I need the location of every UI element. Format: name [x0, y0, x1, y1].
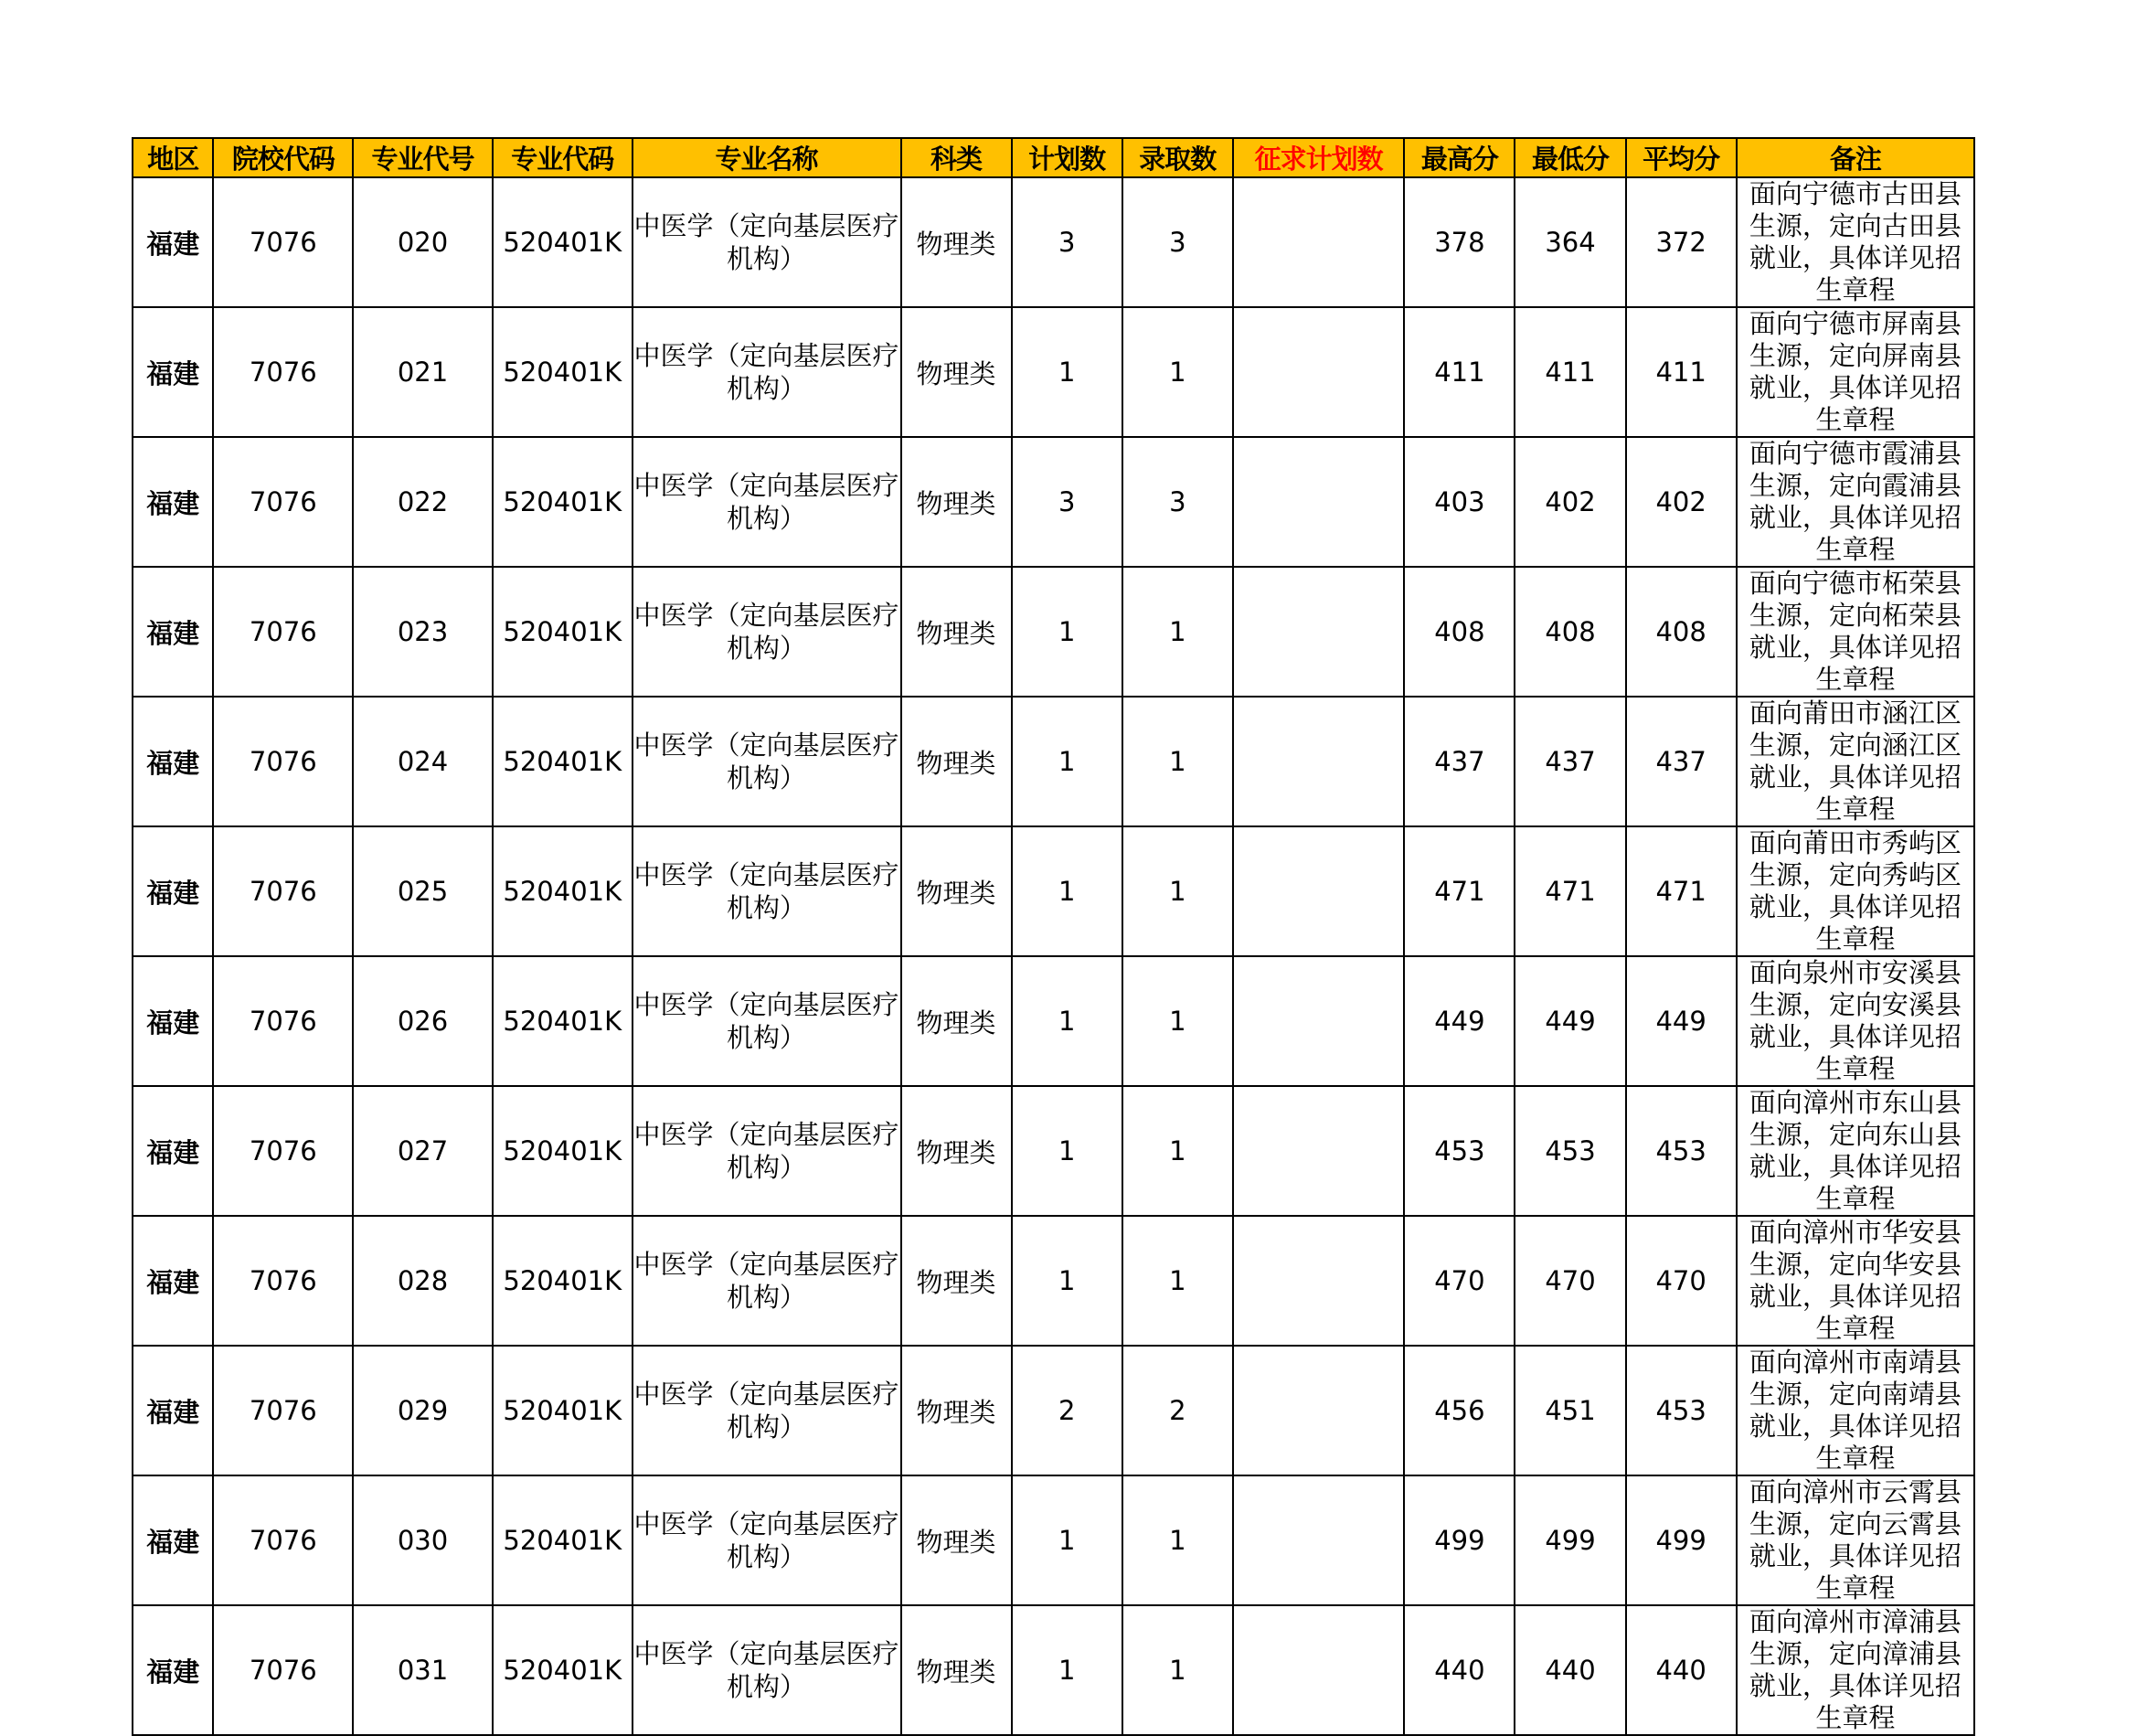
major-no-cell: 026: [353, 956, 493, 1086]
solicit-count-cell: [1233, 567, 1404, 697]
major-no-cell: 027: [353, 1086, 493, 1216]
school-code-cell: 7076: [213, 1475, 353, 1605]
solicit-count-cell: [1233, 1346, 1404, 1475]
major-name-cell: 中医学（定向基层医疗机构）: [633, 1086, 901, 1216]
avg-score-cell: 411: [1626, 307, 1737, 437]
header-min-score: 最低分: [1515, 138, 1625, 177]
major-no-cell: 025: [353, 826, 493, 956]
plan-count-cell: 1: [1012, 1475, 1122, 1605]
major-code-cell: 520401K: [493, 956, 633, 1086]
major-code-cell: 520401K: [493, 1346, 633, 1475]
note-cell: 面向漳州市漳浦县生源，定向漳浦县就业，具体详见招生章程: [1737, 1605, 1974, 1735]
plan-count-cell: 2: [1012, 1346, 1122, 1475]
table-row: [133, 1605, 1974, 1735]
region-cell: 福建: [133, 1086, 213, 1216]
region-cell: 福建: [133, 956, 213, 1086]
major-name-cell: 中医学（定向基层医疗机构）: [633, 1346, 901, 1475]
region-cell: 福建: [133, 177, 213, 307]
major-code-cell: 520401K: [493, 697, 633, 826]
note-cell: 面向莆田市秀屿区生源，定向秀屿区就业，具体详见招生章程: [1737, 826, 1974, 956]
school-code-cell: 7076: [213, 1346, 353, 1475]
table-body: [133, 177, 1974, 1735]
table-row: [133, 567, 1974, 697]
solicit-count-cell: [1233, 1475, 1404, 1605]
max-score-cell: 440: [1404, 1605, 1515, 1735]
category-cell: 物理类: [901, 1216, 1012, 1346]
major-name-cell: 中医学（定向基层医疗机构）: [633, 437, 901, 567]
avg-score-cell: 449: [1626, 956, 1737, 1086]
avg-score-cell: 440: [1626, 1605, 1737, 1735]
admitted-count-cell: 3: [1122, 437, 1233, 567]
region-cell: 福建: [133, 567, 213, 697]
header-major-name: 专业名称: [633, 138, 901, 177]
avg-score-cell: 499: [1626, 1475, 1737, 1605]
avg-score-cell: 470: [1626, 1216, 1737, 1346]
note-cell: 面向漳州市华安县生源，定向华安县就业，具体详见招生章程: [1737, 1216, 1974, 1346]
school-code-cell: 7076: [213, 956, 353, 1086]
plan-count-cell: 3: [1012, 177, 1122, 307]
min-score-cell: 451: [1515, 1346, 1625, 1475]
category-cell: 物理类: [901, 307, 1012, 437]
admitted-count-cell: 2: [1122, 1346, 1233, 1475]
category-cell: 物理类: [901, 177, 1012, 307]
major-no-cell: 028: [353, 1216, 493, 1346]
major-name-cell: 中医学（定向基层医疗机构）: [633, 1475, 901, 1605]
header-school-code: 院校代码: [213, 138, 353, 177]
major-no-cell: 024: [353, 697, 493, 826]
min-score-cell: 408: [1515, 567, 1625, 697]
region-cell: 福建: [133, 307, 213, 437]
note-cell: 面向泉州市安溪县生源，定向安溪县就业，具体详见招生章程: [1737, 956, 1974, 1086]
plan-count-cell: 3: [1012, 437, 1122, 567]
table-row: [133, 956, 1974, 1086]
admitted-count-cell: 1: [1122, 697, 1233, 826]
min-score-cell: 470: [1515, 1216, 1625, 1346]
category-cell: 物理类: [901, 1605, 1012, 1735]
major-no-cell: 023: [353, 567, 493, 697]
region-cell: 福建: [133, 826, 213, 956]
category-cell: 物理类: [901, 437, 1012, 567]
admitted-count-cell: 1: [1122, 826, 1233, 956]
major-code-cell: 520401K: [493, 437, 633, 567]
major-code-cell: 520401K: [493, 826, 633, 956]
solicit-count-cell: [1233, 826, 1404, 956]
min-score-cell: 440: [1515, 1605, 1625, 1735]
category-cell: 物理类: [901, 826, 1012, 956]
major-code-cell: 520401K: [493, 1605, 633, 1735]
solicit-count-cell: [1233, 307, 1404, 437]
major-no-cell: 021: [353, 307, 493, 437]
header-region: 地区: [133, 138, 213, 177]
school-code-cell: 7076: [213, 177, 353, 307]
max-score-cell: 499: [1404, 1475, 1515, 1605]
admitted-count-cell: 3: [1122, 177, 1233, 307]
avg-score-cell: 402: [1626, 437, 1737, 567]
avg-score-cell: 372: [1626, 177, 1737, 307]
region-cell: 福建: [133, 1605, 213, 1735]
header-avg-score: 平均分: [1626, 138, 1737, 177]
admission-table: [132, 137, 1975, 1736]
admitted-count-cell: 1: [1122, 567, 1233, 697]
category-cell: 物理类: [901, 567, 1012, 697]
category-cell: 物理类: [901, 1346, 1012, 1475]
min-score-cell: 437: [1515, 697, 1625, 826]
plan-count-cell: 1: [1012, 567, 1122, 697]
table-row: [133, 307, 1974, 437]
header-solicit: 征求计划数: [1233, 138, 1404, 177]
school-code-cell: 7076: [213, 697, 353, 826]
min-score-cell: 471: [1515, 826, 1625, 956]
major-name-cell: 中医学（定向基层医疗机构）: [633, 1605, 901, 1735]
max-score-cell: 411: [1404, 307, 1515, 437]
school-code-cell: 7076: [213, 567, 353, 697]
avg-score-cell: 453: [1626, 1346, 1737, 1475]
admitted-count-cell: 1: [1122, 956, 1233, 1086]
max-score-cell: 456: [1404, 1346, 1515, 1475]
note-cell: 面向宁德市柘荣县生源，定向柘荣县就业，具体详见招生章程: [1737, 567, 1974, 697]
category-cell: 物理类: [901, 1475, 1012, 1605]
header-max-score: 最高分: [1404, 138, 1515, 177]
school-code-cell: 7076: [213, 1086, 353, 1216]
table-row: [133, 1086, 1974, 1216]
major-name-cell: 中医学（定向基层医疗机构）: [633, 307, 901, 437]
major-name-cell: 中医学（定向基层医疗机构）: [633, 1216, 901, 1346]
avg-score-cell: 437: [1626, 697, 1737, 826]
max-score-cell: 470: [1404, 1216, 1515, 1346]
table-row: [133, 1475, 1974, 1605]
major-code-cell: 520401K: [493, 307, 633, 437]
major-code-cell: 520401K: [493, 1475, 633, 1605]
solicit-count-cell: [1233, 1086, 1404, 1216]
major-code-cell: 520401K: [493, 567, 633, 697]
region-cell: 福建: [133, 437, 213, 567]
school-code-cell: 7076: [213, 1605, 353, 1735]
max-score-cell: 453: [1404, 1086, 1515, 1216]
plan-count-cell: 1: [1012, 307, 1122, 437]
major-name-cell: 中医学（定向基层医疗机构）: [633, 567, 901, 697]
min-score-cell: 499: [1515, 1475, 1625, 1605]
note-cell: 面向宁德市霞浦县生源，定向霞浦县就业，具体详见招生章程: [1737, 437, 1974, 567]
plan-count-cell: 1: [1012, 1086, 1122, 1216]
header-admitted: 录取数: [1122, 138, 1233, 177]
table-row: [133, 826, 1974, 956]
min-score-cell: 364: [1515, 177, 1625, 307]
major-name-cell: 中医学（定向基层医疗机构）: [633, 826, 901, 956]
solicit-count-cell: [1233, 956, 1404, 1086]
admitted-count-cell: 1: [1122, 1086, 1233, 1216]
max-score-cell: 403: [1404, 437, 1515, 567]
admitted-count-cell: 1: [1122, 307, 1233, 437]
major-code-cell: 520401K: [493, 1086, 633, 1216]
admitted-count-cell: 1: [1122, 1605, 1233, 1735]
major-no-cell: 030: [353, 1475, 493, 1605]
header-major-no: 专业代号: [353, 138, 493, 177]
table-row: [133, 1216, 1974, 1346]
min-score-cell: 449: [1515, 956, 1625, 1086]
major-name-cell: 中医学（定向基层医疗机构）: [633, 177, 901, 307]
solicit-count-cell: [1233, 697, 1404, 826]
major-no-cell: 022: [353, 437, 493, 567]
min-score-cell: 453: [1515, 1086, 1625, 1216]
solicit-count-cell: [1233, 1216, 1404, 1346]
major-name-cell: 中医学（定向基层医疗机构）: [633, 956, 901, 1086]
solicit-count-cell: [1233, 437, 1404, 567]
header-note: 备注: [1737, 138, 1974, 177]
school-code-cell: 7076: [213, 307, 353, 437]
table-row: [133, 177, 1974, 307]
note-cell: 面向漳州市南靖县生源，定向南靖县就业，具体详见招生章程: [1737, 1346, 1974, 1475]
max-score-cell: 408: [1404, 567, 1515, 697]
major-no-cell: 020: [353, 177, 493, 307]
table-row: [133, 697, 1974, 826]
region-cell: 福建: [133, 697, 213, 826]
note-cell: 面向漳州市云霄县生源，定向云霄县就业，具体详见招生章程: [1737, 1475, 1974, 1605]
plan-count-cell: 1: [1012, 697, 1122, 826]
admitted-count-cell: 1: [1122, 1216, 1233, 1346]
school-code-cell: 7076: [213, 1216, 353, 1346]
school-code-cell: 7076: [213, 437, 353, 567]
avg-score-cell: 408: [1626, 567, 1737, 697]
min-score-cell: 411: [1515, 307, 1625, 437]
major-code-cell: 520401K: [493, 1216, 633, 1346]
plan-count-cell: 1: [1012, 1216, 1122, 1346]
table-row: [133, 437, 1974, 567]
header-row: [133, 138, 1974, 177]
max-score-cell: 471: [1404, 826, 1515, 956]
category-cell: 物理类: [901, 697, 1012, 826]
category-cell: 物理类: [901, 1086, 1012, 1216]
solicit-count-cell: [1233, 1605, 1404, 1735]
note-cell: 面向宁德市屏南县生源，定向屏南县就业，具体详见招生章程: [1737, 307, 1974, 437]
region-cell: 福建: [133, 1346, 213, 1475]
header-major-code: 专业代码: [493, 138, 633, 177]
plan-count-cell: 1: [1012, 956, 1122, 1086]
major-no-cell: 029: [353, 1346, 493, 1475]
table-row: [133, 1346, 1974, 1475]
major-code-cell: 520401K: [493, 177, 633, 307]
max-score-cell: 437: [1404, 697, 1515, 826]
min-score-cell: 402: [1515, 437, 1625, 567]
region-cell: 福建: [133, 1475, 213, 1605]
category-cell: 物理类: [901, 956, 1012, 1086]
major-name-cell: 中医学（定向基层医疗机构）: [633, 697, 901, 826]
avg-score-cell: 471: [1626, 826, 1737, 956]
note-cell: 面向莆田市涵江区生源，定向涵江区就业，具体详见招生章程: [1737, 697, 1974, 826]
header-plan: 计划数: [1012, 138, 1122, 177]
avg-score-cell: 453: [1626, 1086, 1737, 1216]
admitted-count-cell: 1: [1122, 1475, 1233, 1605]
plan-count-cell: 1: [1012, 1605, 1122, 1735]
header-category: 科类: [901, 138, 1012, 177]
plan-count-cell: 1: [1012, 826, 1122, 956]
note-cell: 面向漳州市东山县生源，定向东山县就业，具体详见招生章程: [1737, 1086, 1974, 1216]
note-cell: 面向宁德市古田县生源，定向古田县就业，具体详见招生章程: [1737, 177, 1974, 307]
max-score-cell: 449: [1404, 956, 1515, 1086]
solicit-count-cell: [1233, 177, 1404, 307]
region-cell: 福建: [133, 1216, 213, 1346]
major-no-cell: 031: [353, 1605, 493, 1735]
school-code-cell: 7076: [213, 826, 353, 956]
max-score-cell: 378: [1404, 177, 1515, 307]
